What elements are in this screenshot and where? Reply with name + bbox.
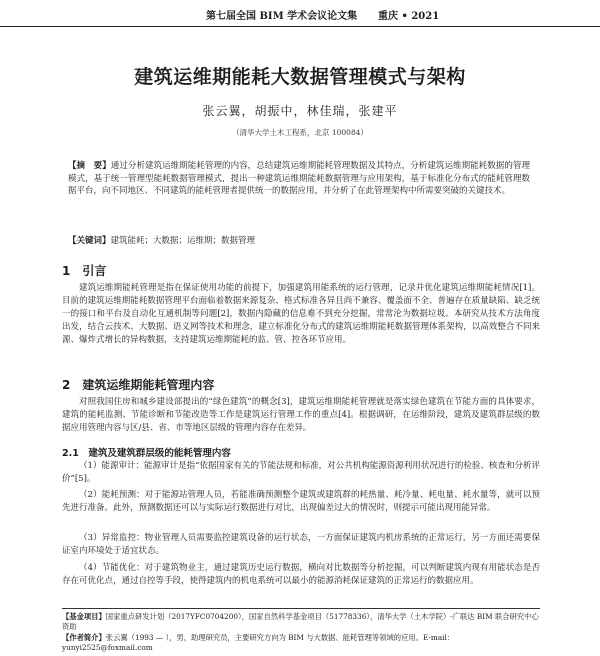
abstract-label: 【摘 要】	[68, 161, 111, 171]
list-item-energy-prediction: （2）能耗预测：对于能源站管理人员，若能准确预测整个建筑或建筑群的耗热量、耗冷量、耗电量、耗水量等，就可以预先进行准备。此外，预测数据还可以与实际运行数据进行对比，出现偏差过大的情况时，则提示可能出现用能异常。	[62, 490, 540, 513]
keywords-text: 建筑能耗；大数据；运维期；数据管理	[110, 236, 256, 246]
conference-location-year: 重庆 • 2021	[378, 11, 440, 22]
conference-name: 第七届全国 BIM 学术会议论文集	[206, 11, 358, 22]
section-heading-introduction: 1 引言	[62, 264, 107, 278]
section-heading-content: 2 建筑运维期能耗管理内容	[62, 378, 215, 392]
keywords-label: 【关键词】	[68, 236, 111, 246]
affiliation: （清华大学土木工程系，北京 100084）	[231, 128, 368, 137]
footnote-author-text: 张云翼（1993 — ），男，助理研究员，主要研究方向为 BIM 与大数据、能耗管理等领域的应用。E-mail：yunyi2525@foxmail.com	[62, 633, 455, 652]
footnote-author-label: 【作者简介】	[62, 633, 106, 642]
footnote-author	[62, 633, 540, 653]
footnote-funding	[62, 612, 540, 632]
subsection-heading: 2.1 建筑及建筑群层级的能耗管理内容	[62, 448, 231, 459]
author-list: 张云翼，胡振中，林佳瑞，张建平	[202, 104, 398, 118]
abstract	[68, 160, 530, 198]
running-header	[0, 4, 600, 27]
paper-title: 建筑运维期能耗大数据管理模式与架构	[134, 66, 466, 88]
keywords	[68, 235, 530, 247]
list-item-energy-audit: （1）能源审计：能源审计是指“依据国家有关的节能法规和标准，对公共机构能源资源利用状况进行的检验、核查和分析评价”[5]。	[62, 461, 540, 484]
footnote-divider	[62, 608, 540, 609]
footnote-funding-text: 国家重点研发计划（2017YFC0704200），国家自然科学基金项目（51778336），清华大学（土木学院）-广联达 BIM 联合研究中心资助	[62, 612, 539, 631]
list-item-anomaly-monitoring: （3）异常监控：物业管理人员需要监控建筑设备的运行状态，一方面保证建筑内机房系统的正常运行，另一方面还需要保证室内环境处于适宜状态。	[62, 533, 540, 556]
section2-paragraph: 对照我国住房和城乡建设部提出的“绿色建筑”的概念[3]，建筑运维期能耗管理就是落实绿色建筑在节能方面的具体要求，建筑的能耗监测、节能诊断和节能改造等工作是建筑运行管理工作的重点[4]。根据调研，在运维阶段，建筑及建筑群层级的数据应用管理内容与区/县、省、市等地区层级的管理内容存在差异。	[62, 397, 540, 433]
list-item-energy-optimization: （4）节能优化：对于建筑物业主，通过建筑历史运行数据，横向对比数据等分析挖掘，可以判断建筑内现有用能状态是否存在可优化点，通过自控等手段，使得建筑内的机电系统可以最小的能源消耗保证建筑的正常运行的数据应用。	[62, 563, 540, 586]
abstract-text: 通过分析建筑运维期能耗管理的内容，总结建筑运维期能耗管理数据及其特点，分析建筑运维期能耗数据的管理模式，基于统一管理型能耗数据管理模式，提出一种建筑运维期能耗数据管理与应用架构，基于标准化分布式的能耗管理数据平台，向不同地区、不同建筑的能耗管理者提供统一的数据应用，并分析了在此管理架构中所需要突破的关键技术。	[68, 161, 530, 196]
introduction-paragraph: 建筑运维期能耗管理是指在保证使用功能的前提下，加强建筑用能系统的运行管理，记录并优化建筑运维期能耗情况[1]。目前的建筑运维期能耗数据管理平台面临着数据来源复杂、格式标准各异且尚不兼容、覆盖面不全、普遍存在质量缺陷、缺乏统一的接口和平台及自动化互通机制等问题[2]，数据内隐藏的信息难不到充分挖掘，常常沦为数据垃圾。本研究从技术方法角度出发，结合云技术、大数据、语义网等技术和理念，建立标准化分布式的建筑运维期能耗数据管理体系架构，以高效整合不同来源、爆炸式增长的异构数据，支持建筑运维期能耗的监、管、控各环节应用。	[62, 283, 540, 345]
footnote-funding-label: 【基金项目】	[62, 612, 106, 621]
